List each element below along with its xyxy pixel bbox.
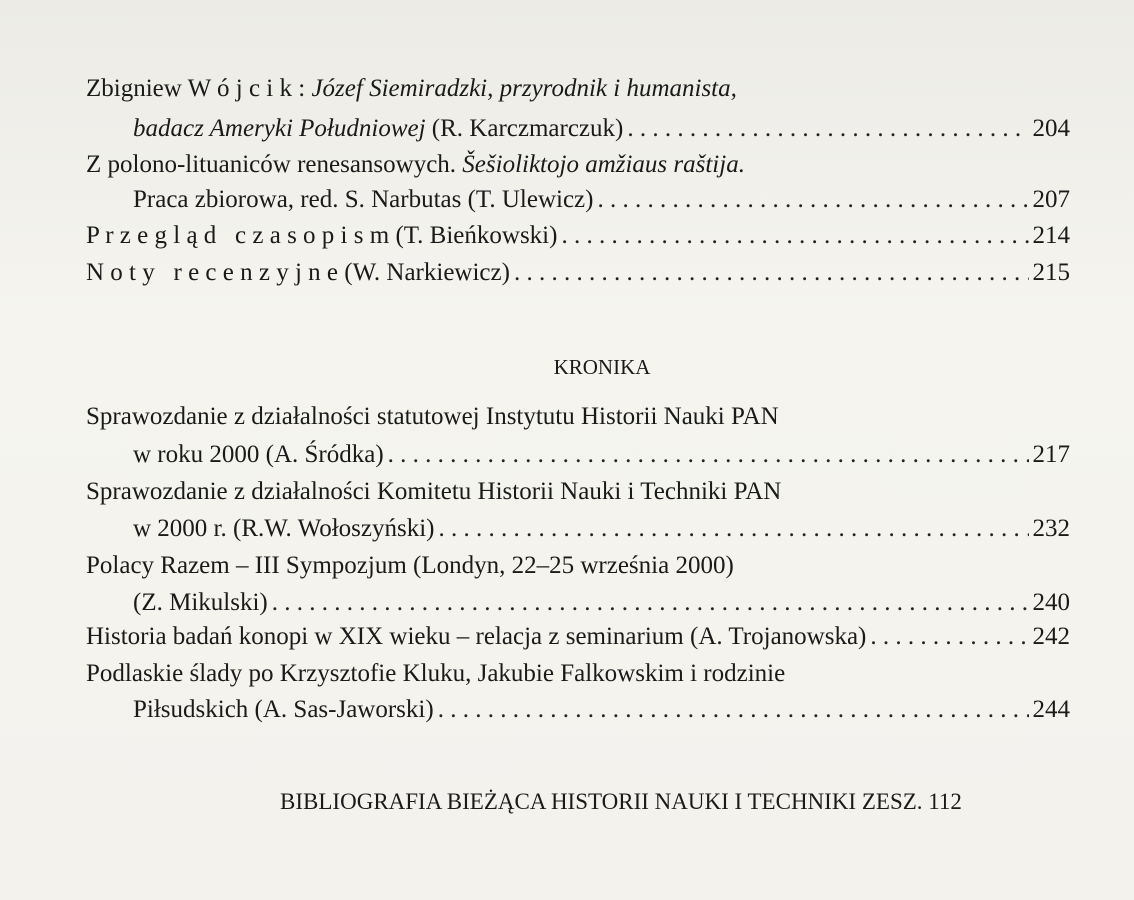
entry-title-cont: badacz Ameryki Południowej — [133, 115, 426, 142]
entry-title-cont: Praca zbiorowa, red. S. Narbutas (T. Ulewicz) — [133, 186, 594, 213]
section-heading-bibliography: BIBLIOGRAFIA BIEŻĄCA HISTORII NAUKI I TECHNIKI ZESZ. 112 — [280, 789, 962, 814]
entry-title-cont: Piłsudskich (A. Sas-Jaworski) — [133, 696, 434, 723]
entry-reviewer: (T. Bieńkowski) — [389, 222, 558, 249]
page-number: 215 — [1032, 259, 1070, 286]
entry-title-cont: w roku 2000 (A. Śródka) — [133, 441, 384, 468]
leader-dots — [438, 695, 1029, 725]
leader-dots — [272, 588, 1029, 618]
page-number: 204 — [1032, 115, 1070, 142]
entry-title: P r z e g l ą d c z a s o p i s m — [86, 222, 390, 249]
section-heading-kronika: KRONIKA — [553, 355, 651, 379]
entry-title-cont: w 2000 r. (R.W. Wołoszyński) — [133, 515, 435, 542]
entry-title: Z polono-lituaniców renesansowych. — [86, 151, 463, 178]
entry-author: Zbigniew W ó j c i k : — [86, 75, 312, 102]
toc-entry-wojcik-line2 — [133, 114, 1070, 144]
leader-dots — [870, 622, 1028, 652]
kronika-item-1-line1: Sprawozdanie z działalności statutowej Instytutu Historii Nauki PAN — [86, 403, 779, 430]
kronika-item-2-line2 — [133, 514, 1070, 544]
page-number: 214 — [1032, 222, 1070, 249]
page-number: 242 — [1032, 623, 1070, 650]
entry-title: N o t y r e c e n z y j n e — [86, 259, 339, 286]
kronika-item-4 — [86, 622, 1070, 652]
entry-title-cont: (Z. Mikulski) — [133, 589, 268, 616]
page-number: 207 — [1032, 186, 1070, 213]
page-number: 240 — [1032, 589, 1070, 616]
kronika-item-1-line2 — [133, 440, 1070, 470]
entry-title: Historia badań konopi w XIX wieku – relacja z seminarium (A. Trojanowska) — [86, 623, 867, 650]
kronika-item-3-line2 — [133, 588, 1070, 618]
leader-dots — [597, 185, 1028, 215]
toc-entry-polono-line1 — [86, 150, 745, 180]
leader-dots — [514, 258, 1029, 288]
entry-title-italic: Šešioliktojo amžiaus raštija. — [462, 151, 745, 178]
leader-dots — [388, 440, 1029, 470]
leader-dots — [627, 114, 1028, 144]
page-number: 232 — [1032, 515, 1070, 542]
entry-reviewer: (W. Narkiewicz) — [338, 259, 510, 286]
toc-entry-noty — [86, 258, 1070, 288]
toc-entry-przeglad — [86, 221, 1070, 251]
toc-entry-wojcik-line1 — [86, 74, 737, 104]
page-number: 217 — [1032, 441, 1070, 468]
leader-dots — [438, 514, 1028, 544]
kronika-item-2-line1: Sprawozdanie z działalności Komitetu Historii Nauki i Techniki PAN — [86, 478, 782, 505]
entry-title: Józef Siemiradzki, przyrodnik i humanista, — [311, 75, 737, 102]
kronika-item-3-line1: Polacy Razem – III Sympozjum (Londyn, 22–25 września 2000) — [86, 552, 734, 579]
page-number: 244 — [1032, 696, 1070, 723]
leader-dots — [561, 221, 1028, 251]
kronika-item-5-line2 — [133, 695, 1070, 725]
toc-entry-polono-line2 — [133, 185, 1070, 215]
entry-reviewer: (R. Karczmarczuk) — [425, 115, 624, 142]
kronika-item-5-line1: Podlaskie ślady po Krzysztofie Kluku, Jakubie Falkowskim i rodzinie — [86, 660, 786, 687]
